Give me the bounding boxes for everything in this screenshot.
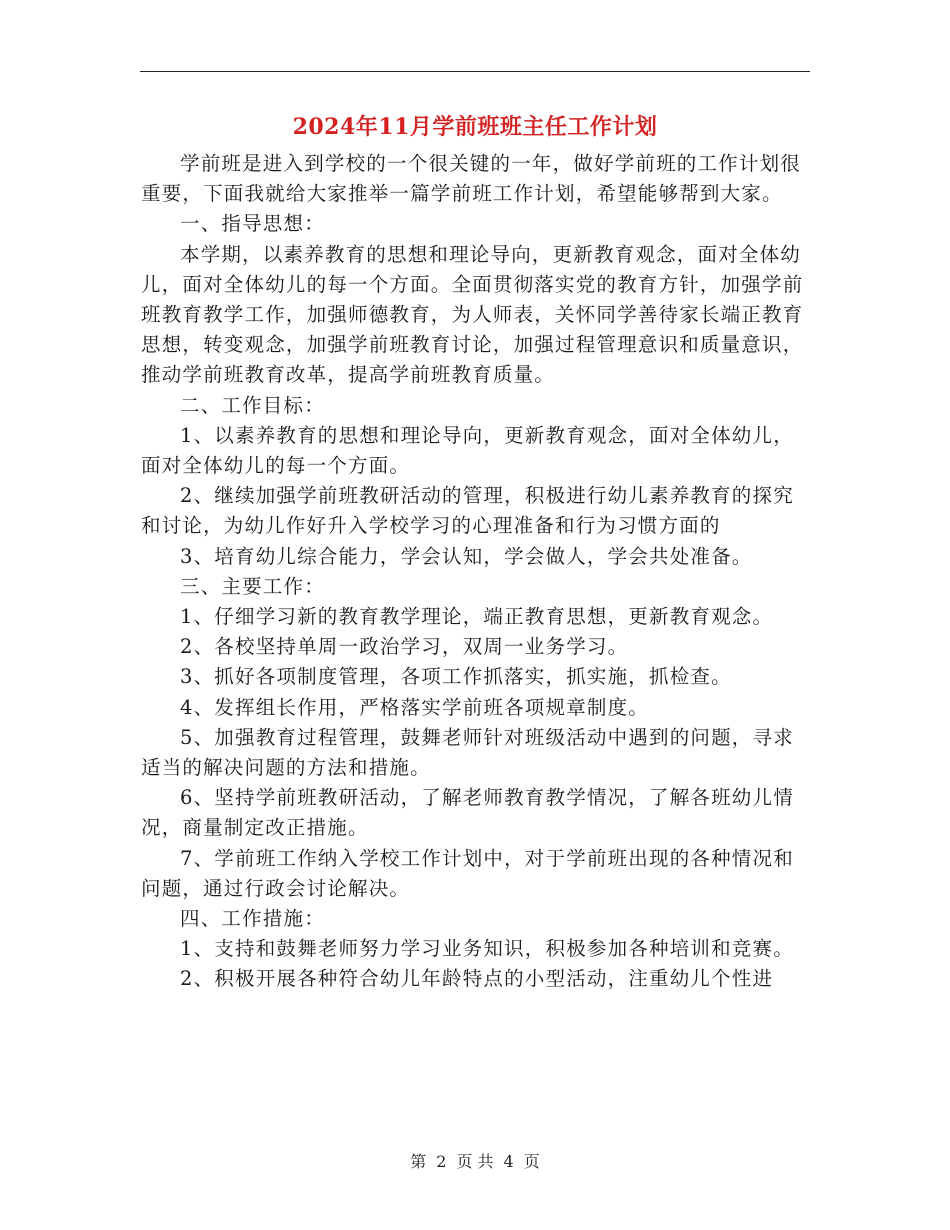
goal-item-2: 2、继续加强学前班教研活动的管理，积极进行幼儿素养教育的探究和讨论，为幼儿作好升入学校学习的心理准备和行为习惯方面的 [141, 484, 794, 538]
work-item-1: 1、仔细学习新的教育教学理论，端正教育思想，更新教育观念。 [180, 605, 774, 629]
work-item-2: 2、各校坚持单周一政治学习，双周一业务学习。 [180, 635, 629, 659]
footer-total-pages: 4 [503, 1152, 514, 1171]
heading-main-work: 三、主要工作： [180, 574, 325, 598]
goal-item-1: 1、以素养教育的思想和理论导向，更新教育观念，面对全体幼儿，面对全体幼儿的每一个方面。 [141, 423, 794, 478]
heading-work-measures: 四、工作措施： [180, 907, 325, 931]
work-item-6: 6、坚持学前班教研活动，了解老师教育教学情况，了解各班幼儿情况，商量制定改正措施。 [141, 786, 794, 840]
document-title: 2024年11月学前班班主任工作计划 [292, 114, 658, 140]
heading-work-goals: 二、工作目标： [180, 393, 325, 417]
footer-page-number: 2 [436, 1152, 447, 1171]
footer-middle: 页 共 [456, 1152, 494, 1171]
heading-guiding-ideology: 一、指导思想： [180, 212, 325, 236]
measure-item-1: 1、支持和鼓舞老师努力学习业务知识，积极参加各种培训和竞赛。 [180, 937, 794, 961]
document-body [141, 149, 813, 995]
footer-prefix: 第 [410, 1152, 427, 1171]
work-item-4: 4、发挥组长作用，严格落实学前班各项规章制度。 [180, 695, 650, 719]
work-item-3: 3、抓好各项制度管理，各项工作抓落实，抓实施，抓检查。 [180, 665, 732, 689]
paragraph-intro: 学前班是进入到学校的一个很关键的一年，做好学前班的工作计划很重要，下面我就给大家推举一篇学前班工作计划，希望能够帮到大家。 [141, 152, 802, 206]
goal-item-3: 3、培育幼儿综合能力，学会认知，学会做人，学会共处准备。 [180, 544, 753, 568]
footer-suffix: 页 [523, 1152, 540, 1171]
header-rule [140, 71, 810, 72]
work-item-5: 5、加强教育过程管理，鼓舞老师针对班级活动中遇到的问题，寻求适当的解决问题的方法和措施。 [141, 725, 794, 780]
measure-item-2: 2、积极开展各种符合幼儿年龄特点的小型活动，注重幼儿个性进 [180, 967, 774, 991]
paragraph-guiding-ideology: 本学期，以素养教育的思想和理论导向，更新教育观念，面对全体幼儿，面对全体幼儿的每一个方面。全面贯彻落实党的教育方针，加强学前班教育教学工作，加强师德教育，为人师表，关怀同学善待家长端正教育思想，转变观念，加强学前班教育讨论，加强过程管理意识和质量意识，推动学前班教育改革，提高学前班教育质量。 [141, 242, 804, 387]
page-footer [0, 1150, 950, 1174]
work-item-7: 7、学前班工作纳入学校工作计划中，对于学前班出现的各种情况和问题，通过行政会讨论解决。 [141, 846, 794, 900]
